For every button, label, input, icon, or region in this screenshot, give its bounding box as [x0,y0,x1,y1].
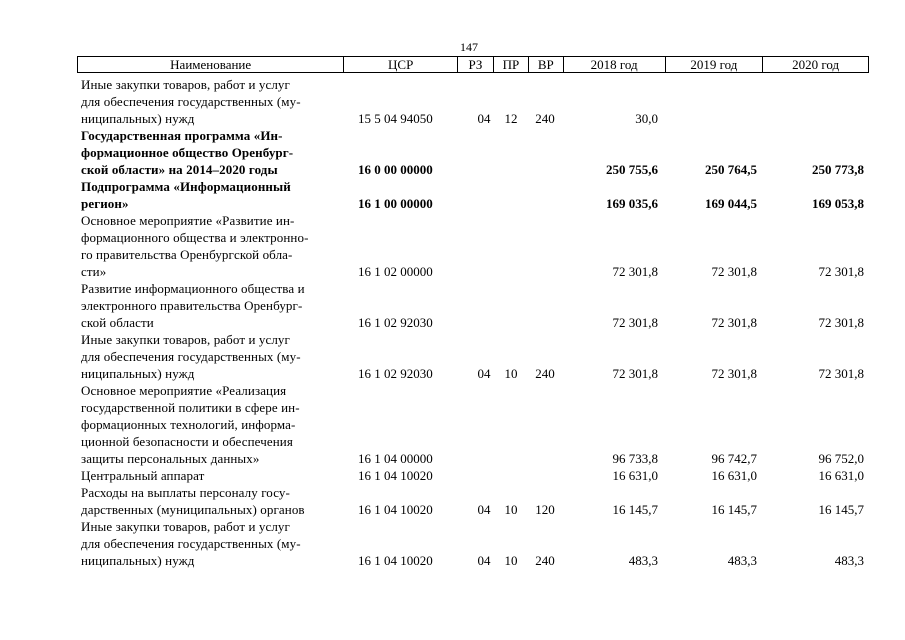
row-rz: 04 [477,111,491,126]
row-2020: 16 631,0 [818,468,864,483]
row-2019: 16 145,7 [711,502,757,517]
row-name: Развитие информационного общества и электронного правительства Оренбург- ской области [81,281,305,330]
row-2019: 72 301,8 [711,366,757,381]
row-csr: 16 1 02 92030 [358,315,433,330]
row-name: Государственная программа «Ин- формационное общество Оренбург- ской области» на 2014–2020 годы [81,128,294,177]
row-vr: 240 [535,111,555,126]
row-name: Основное мероприятие «Реализация государственной политики в сфере ин- формационных технологий, информа- ционной безопасности и обеспечения защиты персональных данных» [81,383,300,466]
header-2020: 2020 год [792,57,840,72]
row-2019: 72 301,8 [711,315,757,330]
row-vr: 240 [535,366,555,381]
row-2020: 72 301,8 [818,264,864,279]
row-2019: 483,3 [727,553,757,568]
row-2018: 72 301,8 [612,264,658,279]
row-2020: 250 773,8 [812,162,864,177]
table-row [81,467,871,484]
row-name: Центральный аппарат [81,468,205,483]
row-rz: 04 [477,366,491,381]
row-2019: 250 764,5 [705,162,757,177]
row-name: Основное мероприятие «Развитие ин- формационного общества и электронно- го правительства Оренбургской обла- сти» [81,213,309,279]
table-body [81,76,871,569]
row-2019: 16 631,0 [711,468,757,483]
row-rz: 04 [477,553,491,568]
row-2020: 96 752,0 [818,451,864,466]
row-name: Иные закупки товаров, работ и услуг для обеспечения государственных (му- ниципальных) нужд [81,332,301,381]
row-csr: 16 1 02 92030 [358,366,433,381]
row-2018: 16 145,7 [612,502,658,517]
row-pr: 10 [504,502,518,517]
row-vr: 120 [535,502,555,517]
row-2018: 96 733,8 [612,451,658,466]
table-row [81,127,871,178]
header-2019: 2019 год [666,57,764,72]
row-name: Иные закупки товаров, работ и услуг для обеспечения государственных (му- ниципальных) нужд [81,519,301,568]
row-2020: 72 301,8 [818,366,864,381]
row-vr: 240 [535,553,555,568]
table-row [81,331,871,382]
row-csr: 16 1 04 10020 [358,553,433,568]
header-rz: РЗ [458,57,494,72]
table-row [81,280,871,331]
row-name: Иные закупки товаров, работ и услуг для обеспечения государственных (му- ниципальных) нужд [81,77,301,126]
row-2018: 30,0 [635,111,658,126]
row-2018: 169 035,6 [606,196,658,211]
row-2020: 72 301,8 [818,315,864,330]
row-2020: 169 053,8 [812,196,864,211]
table-row [81,212,871,280]
row-2019: 96 742,7 [711,451,757,466]
row-2018: 16 631,0 [612,468,658,483]
header-csr: ЦСР [344,57,458,72]
table-row [81,76,871,127]
row-2019: 169 044,5 [705,196,757,211]
page-number: 147 [460,40,478,54]
header-name: Наименование [78,57,344,72]
header-2018: 2018 год [564,57,666,72]
row-2019: 72 301,8 [711,264,757,279]
row-csr: 16 0 00 00000 [358,162,433,177]
row-rz: 04 [477,502,491,517]
row-csr: 16 1 04 10020 [358,502,433,517]
row-2018: 72 301,8 [612,366,658,381]
header-vr: ВР [529,57,564,72]
table-row [81,518,871,569]
row-2018: 250 755,6 [606,162,658,177]
row-2018: 72 301,8 [612,315,658,330]
row-name: Подпрограмма «Информационный регион» [81,179,291,211]
row-name: Расходы на выплаты персоналу госу- дарственных (муниципальных) органов [81,485,305,517]
row-pr: 10 [504,553,518,568]
row-csr: 16 1 02 00000 [358,264,433,279]
row-csr: 16 1 04 10020 [358,468,433,483]
row-pr: 10 [504,366,518,381]
row-csr: 16 1 04 00000 [358,451,433,466]
row-2018: 483,3 [628,553,658,568]
row-2020: 483,3 [834,553,864,568]
row-2020: 16 145,7 [818,502,864,517]
table-header [77,56,869,73]
row-csr: 16 1 00 00000 [358,196,433,211]
header-pr: ПР [494,57,529,72]
table-row [81,484,871,518]
row-csr: 15 5 04 94050 [358,111,433,126]
table-row [81,178,871,212]
table-row [81,382,871,467]
row-pr: 12 [504,111,518,126]
